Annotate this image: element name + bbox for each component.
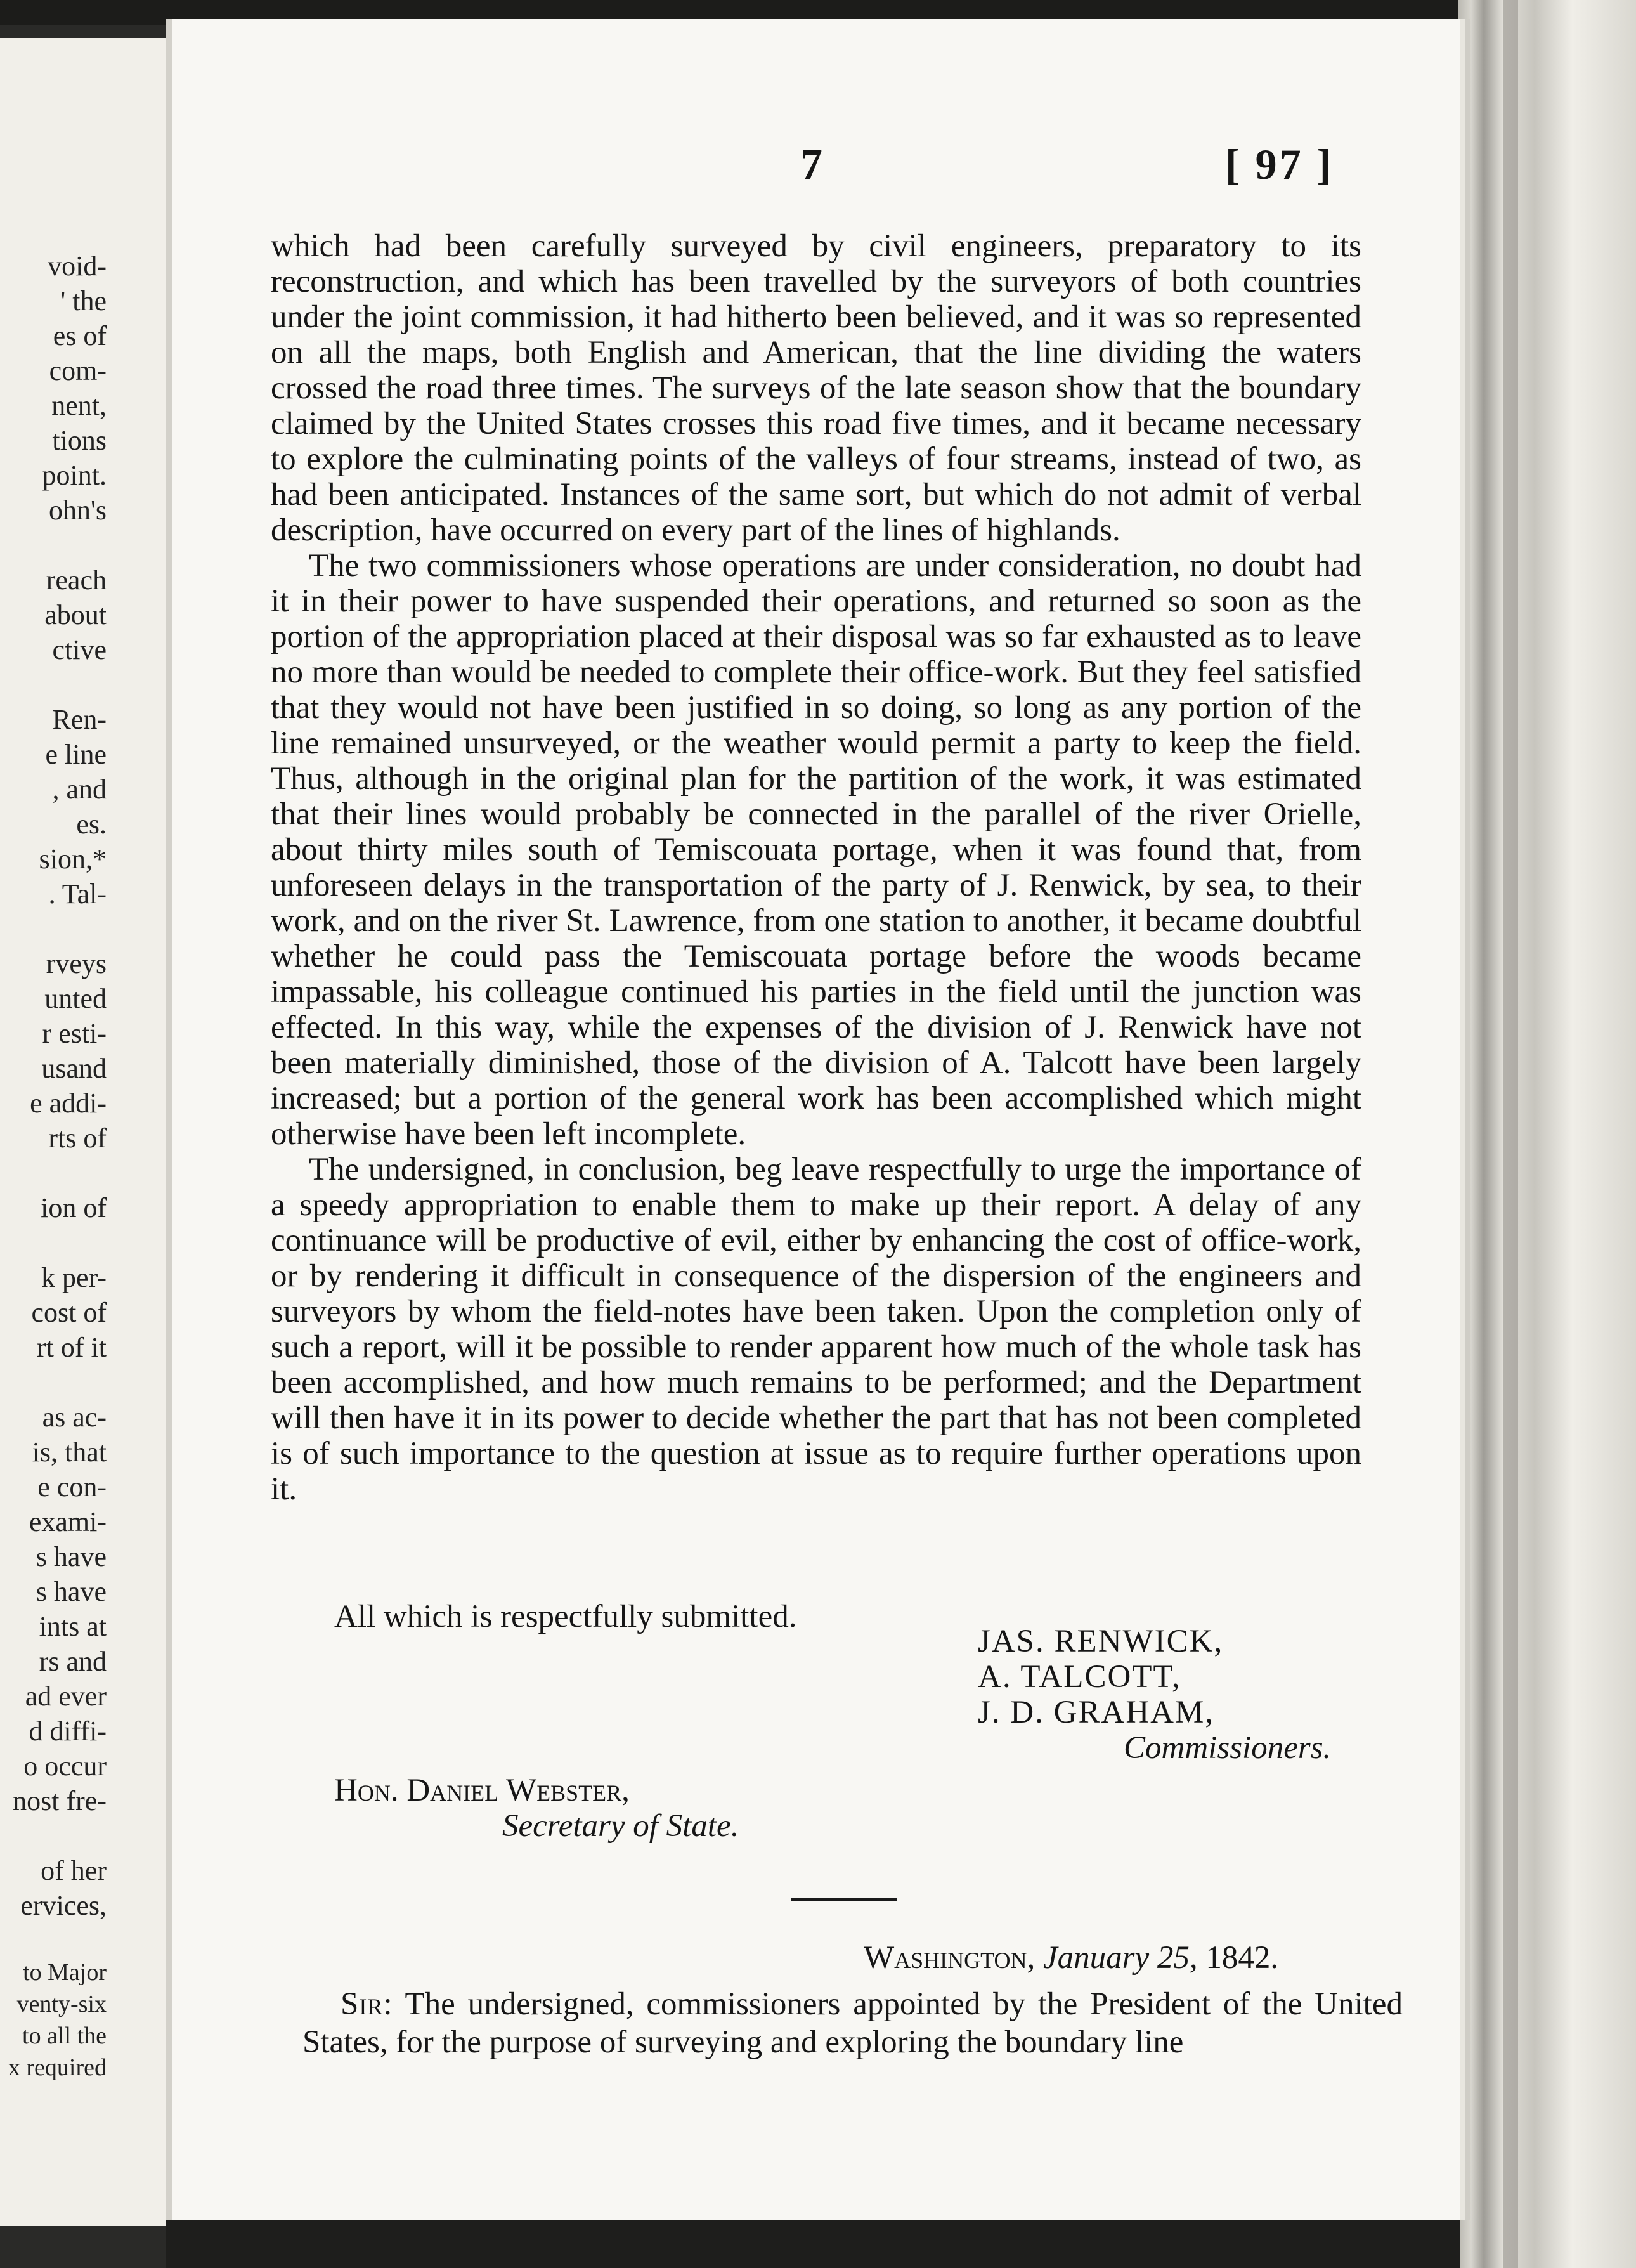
previous-page-text-fragment: o occur [23, 1750, 107, 1782]
previous-page-text-fragment: venty-six [16, 1991, 107, 2017]
previous-page-text-fragment: reach [46, 564, 107, 596]
scan-bottom-edge [166, 2220, 1460, 2268]
previous-page-text-fragment: sion,* [39, 844, 107, 875]
paragraph: The undersigned, in conclusion, beg leave respectfully to urge the importance of a speedy appropriation to enable them to make up their report. A delay of any continuance will be productive of evil, either by enhancing the cost of office-work, or by rendering it difficult in consequence of the dispersion of the engineers and surveyors by whom the field-notes have been taken. Upon the completion only of such a report, will it be possible to render apparent how much of the whole task has been accomplished, and how much remains to be performed; and the Department will then have it in its power to decide whether the part that has not been completed is of such importance to the question at issue as to require further operations upon it. [271, 1152, 1361, 1507]
previous-page-text-fragment: ctive [52, 634, 107, 665]
closing-line: All which is respectfully submitted. [334, 1599, 797, 1634]
previous-page-text-fragment: ohn's [48, 495, 107, 526]
previous-page-text-fragment: s have [36, 1541, 107, 1572]
previous-page-text-fragment: unted [44, 983, 107, 1014]
dateline-year: 1842. [1205, 1940, 1279, 1976]
previous-page-text-fragment: usand [41, 1053, 107, 1084]
previous-page-text-fragment: r esti- [42, 1018, 107, 1049]
previous-page-text-fragment: , and [52, 774, 107, 805]
previous-page-text-fragment: about [44, 599, 107, 630]
previous-page-text-fragment: d diffi- [29, 1716, 107, 1747]
previous-page-text-fragment: rts of [48, 1123, 107, 1154]
document-number: [ 97 ] [1225, 140, 1334, 188]
previous-page-text-fragment: ervices, [20, 1890, 107, 1921]
previous-page-text-fragment: nost fre- [13, 1785, 107, 1816]
previous-page-text-fragment: ad ever [25, 1681, 107, 1712]
previous-page-text-fragment: k per- [41, 1262, 107, 1293]
previous-page-text-fragment: to all the [22, 2023, 107, 2049]
previous-page-text-fragment: com- [49, 355, 107, 386]
previous-page-text-fragment: es of [53, 320, 107, 351]
previous-page-text-fragment: . Tal- [48, 878, 107, 909]
previous-page-text-fragment: e addi- [30, 1088, 107, 1119]
previous-page-fragment [0, 38, 194, 2226]
addressee-block [334, 1773, 739, 1844]
previous-page-text-fragment: rveys [46, 948, 107, 979]
signatory: J. D. GRAHAM, [978, 1695, 1215, 1730]
paragraph: The two commissioners whose operations are under consideration, no doubt had it in their power to have suspended their operations, and returned so soon as the portion of the appropriation placed at their disposal was so far exhausted as to leave no more than would be needed to complete their office-work. But they feel satisfied that they would not have been justified in so doing, so long as any portion of the line remained unsurveyed, or the weather would permit a party to keep the field. Thus, although in the original plan for the partition of the work, it was estimated that their lines would probably be connected in the parallel of the river Orielle, about thirty miles south of Temiscouata portage, when it was found that, from unforeseen delays in the transportation of the party of J. Renwick, by sea, to their work, and on the river St. Lawrence, from one station to another, it became doubtful whether he could pass the Temiscouata portage before the woods became impassable, his colleague continued his parties in the field until the junction was effected. In this way, while the expenses of the division of J. Renwick have not been materially diminished, those of the division of A. Talcott have been largely increased; but a portion of the general work has been accomplished which might otherwise have been left incomplete. [271, 548, 1361, 1152]
previous-page-text-fragment: e line [45, 739, 107, 770]
signatory: A. TALCOTT, [978, 1659, 1181, 1695]
body-text [271, 228, 1361, 1507]
addressee-name: Hon. Daniel Webster, [334, 1773, 630, 1808]
previous-page-text-fragment: ' the [60, 285, 107, 316]
previous-page-text-fragment: to Major [23, 1959, 107, 1986]
previous-page-text-fragment: nent, [51, 390, 107, 421]
previous-page-text-fragment: point. [42, 460, 107, 491]
previous-page-text-fragment: rs and [39, 1646, 107, 1677]
dateline-place: Washington, [864, 1940, 1035, 1976]
document-page [166, 19, 1460, 2220]
previous-page-text-fragment: Ren- [52, 704, 107, 735]
previous-page-text-fragment: rt of it [37, 1332, 107, 1363]
dateline-month-day: January 25, [1042, 1940, 1198, 1976]
paragraph: which had been carefully surveyed by civil engineers, preparatory to its reconstruction, and which has been travelled by the surveyors of both countries under the joint commission, it had hitherto been believed, and it was so represented on all the maps, both English and American, that the line dividing the waters crossed the road three times. The surveys of the late season show that the boundary claimed by the United States crosses this road five times, and it became necessary to explore the culminating points of the valleys of four streams, instead of two, as had been anticipated. Instances of the same sort, but which do not admit of verbal description, have occurred on every part of the lines of highlands. [271, 228, 1361, 548]
page-edge-shadow [1503, 0, 1518, 2268]
signatory: JAS. RENWICK, [978, 1624, 1224, 1659]
previous-page-text-fragment: exami- [29, 1506, 107, 1537]
dateline [864, 1939, 1278, 1976]
previous-page-text-fragment: as ac- [42, 1402, 107, 1433]
previous-page-text-fragment: x required [8, 2054, 107, 2081]
previous-page-text-fragment: ints at [39, 1611, 107, 1642]
signature-block [978, 1624, 1331, 1766]
addressee-title: Secretary of State. [502, 1808, 739, 1844]
page-header [172, 140, 1460, 197]
section-divider [791, 1898, 897, 1901]
previous-page-text-fragment: e con- [37, 1471, 107, 1502]
previous-page-text-fragment: s have [36, 1576, 107, 1607]
previous-page-text-fragment: cost of [31, 1297, 107, 1328]
page-folio: 7 [800, 140, 822, 189]
letter-opening [302, 1985, 1403, 2061]
previous-page-text-fragment: void- [48, 251, 107, 282]
previous-page-text-fragment: es. [76, 809, 107, 840]
previous-page-text-fragment: is, that [32, 1437, 107, 1468]
previous-page-text-fragment: tions [52, 425, 107, 456]
letter-text: The undersigned, commissioners appointed by the President of the United States, for the purpose of surveying and exploring the boundary line [302, 1986, 1403, 2060]
signatory-role: Commissioners. [1124, 1730, 1332, 1766]
book-page-edges [1458, 0, 1636, 2268]
previous-page-text-fragment: ion of [41, 1192, 107, 1223]
previous-page-text-fragment: of her [41, 1855, 107, 1886]
salutation: Sir: [341, 1986, 393, 2022]
